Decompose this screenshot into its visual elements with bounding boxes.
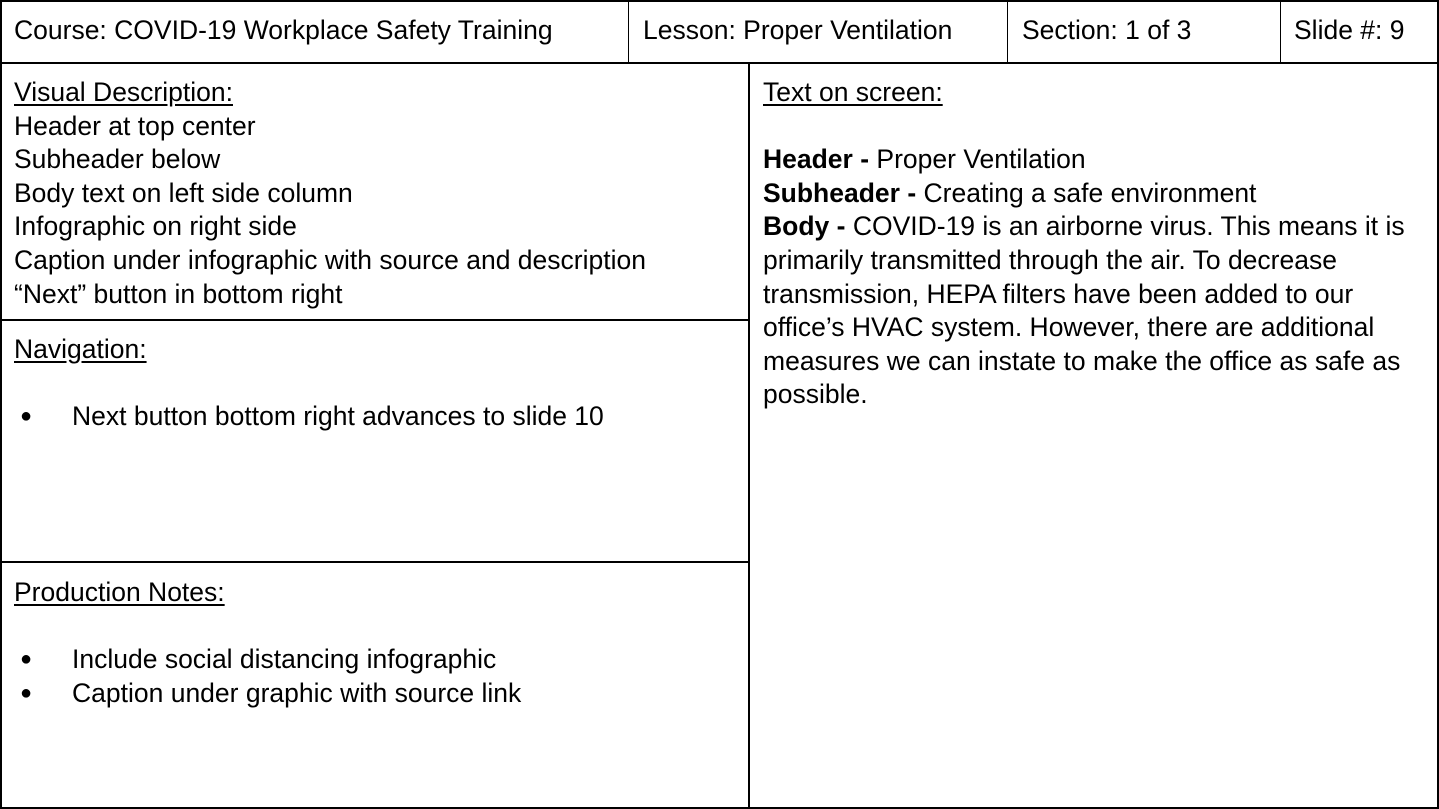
header-value: Proper Ventilation: [876, 144, 1086, 175]
header-label: Header -: [763, 144, 870, 175]
spacer: [14, 367, 604, 401]
spacer: [14, 610, 521, 644]
navigation-item: ● Next button bottom right advances to slide 10: [0, 400, 604, 434]
column-divider: [748, 63, 750, 809]
visual-description-line: Subheader below: [14, 144, 221, 175]
visual-description-cell: [14, 76, 646, 311]
section-indicator: Section: 1 of 3: [1022, 15, 1192, 45]
subheader-label: Subheader -: [763, 177, 917, 208]
subheader-text-row: [763, 177, 1423, 211]
header-sep-2: [1007, 0, 1008, 63]
header-sep-1: [628, 0, 629, 63]
slide-number: Slide #: 9: [1294, 15, 1405, 45]
left-row-divider-1: [0, 319, 749, 321]
production-notes-title: Production Notes:: [14, 577, 225, 607]
subheader-value: Creating a safe environment: [923, 177, 1257, 208]
lesson-title: Lesson: Proper Ventilation: [643, 15, 953, 45]
production-notes-cell: [14, 576, 521, 710]
table-border-top: [0, 0, 1439, 2]
production-note-item: ● Caption under graphic with source link: [0, 677, 521, 711]
navigation-list: [0, 400, 604, 434]
visual-description-line: Header at top center: [14, 110, 256, 141]
spacer: [763, 110, 1423, 144]
production-notes-list: [0, 643, 521, 710]
visual-description-line: Infographic on right side: [14, 211, 297, 242]
body-text-block: [763, 210, 1423, 412]
header-divider: [0, 62, 1439, 64]
production-note-item: ● Include social distancing infographic: [0, 643, 521, 677]
text-on-screen-title: Text on screen:: [763, 77, 943, 107]
navigation-title: Navigation:: [14, 334, 147, 364]
header-text-row: [763, 143, 1423, 177]
visual-description-line: “Next” button in bottom right: [14, 278, 343, 309]
left-row-divider-2: [0, 561, 749, 563]
body-label: Body -: [763, 211, 846, 242]
visual-description-title: Visual Description:: [14, 77, 233, 107]
navigation-cell: [14, 333, 604, 434]
visual-description-line: Body text on left side column: [14, 177, 353, 208]
body-value: COVID-19 is an airborne virus. This means it is primarily transmitted through the air. To decrease transmission, HEPA filters have been added to our office’s HVAC system. However, there are additional measures we can instate to make the office as safe as possible.: [763, 211, 1405, 410]
header-sep-3: [1280, 0, 1281, 63]
visual-description-line: Caption under infographic with source and description: [14, 244, 646, 275]
course-title: Course: COVID-19 Workplace Safety Training: [14, 15, 553, 45]
text-on-screen-cell: [763, 76, 1423, 412]
